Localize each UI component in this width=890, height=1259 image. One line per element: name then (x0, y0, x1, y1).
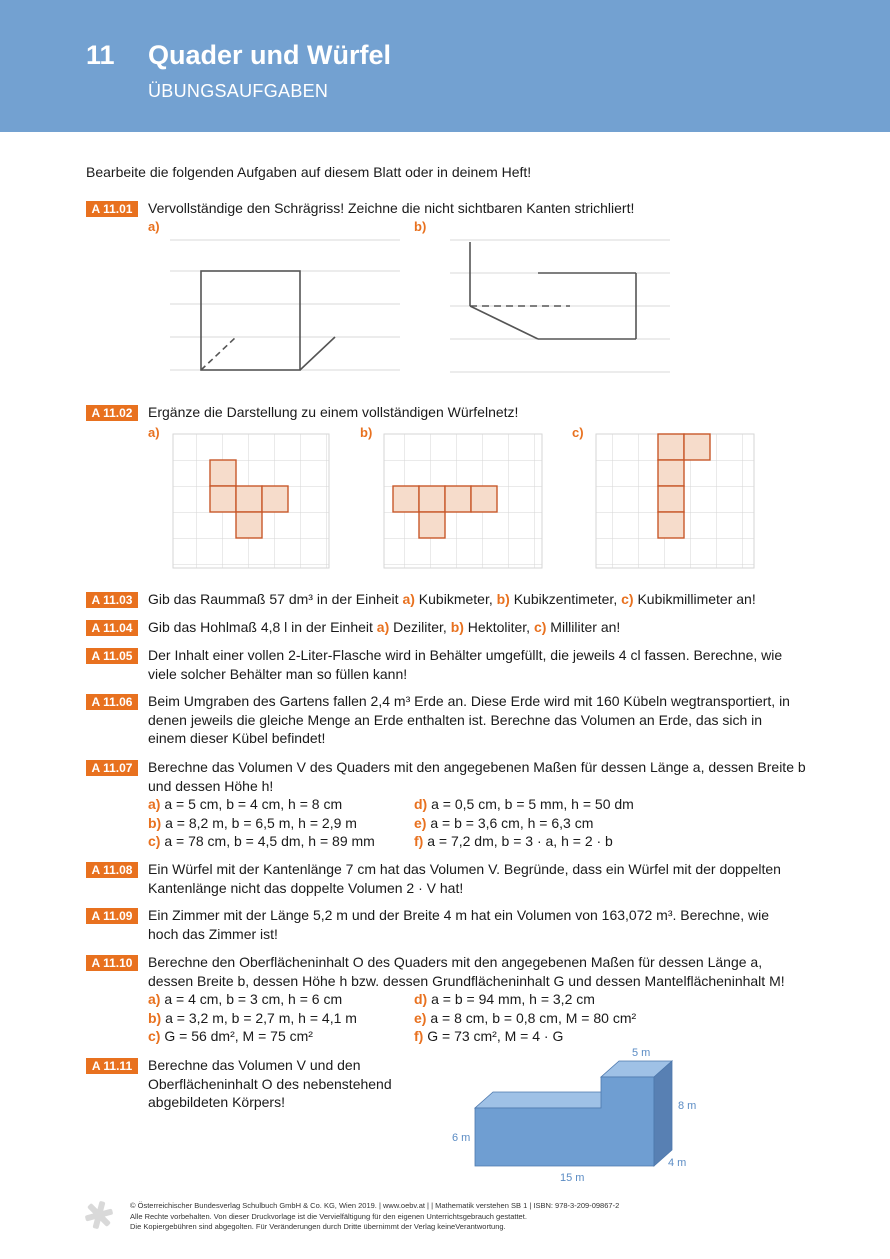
item-label: e) (414, 1009, 427, 1026)
task-line: Ein Würfel mit der Kantenlänge 7 cm hat das Volumen V. Begründe, dass ein Würfel mit der doppelten (148, 861, 781, 877)
task-11-07-text (148, 758, 806, 795)
list-item (148, 814, 375, 833)
task-tag-11-07: A 11.07 (86, 760, 138, 776)
task-tag-11-05: A 11.05 (86, 648, 138, 664)
task-line: Kantenlänge nicht das doppelte Volumen 2 · V hat! (148, 879, 464, 896)
label-a: a) (148, 219, 160, 234)
task-11-08-text (148, 860, 781, 897)
chapter-number: 11 (86, 40, 115, 70)
label-c: c) (533, 619, 547, 635)
task-line: denen jeweils die gleiche Menge an Erde enthalten ist. Berechne das Volumen an Erde, das sich in (148, 711, 763, 728)
list-item (414, 814, 634, 833)
task-11-01-text (148, 199, 634, 218)
task-tag-11-04: A 11.04 (86, 620, 138, 636)
publisher-logo-icon (84, 1200, 114, 1230)
item-label: d) (414, 991, 428, 1007)
body-top-low (475, 1092, 619, 1108)
task-line: Vervollständige den Schrägriss! Zeichne die nicht sichtbaren Kanten strichliert! (148, 200, 635, 216)
oblique-drawing-a (201, 271, 335, 370)
label-b: b) (450, 619, 464, 635)
task-line: Ergänze die Darstellung zu einem vollständigen Würfelnetz! (148, 404, 519, 420)
task-tag-11-10: A 11.10 (86, 955, 138, 971)
item-text: G = 73 cm², M = 4 · G (423, 1028, 564, 1044)
footer-copyright (130, 1201, 619, 1233)
task-tag-11-06: A 11.06 (86, 694, 138, 710)
task-line: abgebildeten Körpers! (148, 1094, 285, 1110)
list-item (414, 795, 634, 814)
grid-lines-a (170, 240, 400, 370)
task-11-04-text (148, 618, 620, 637)
list-item (148, 832, 375, 851)
label-a: a) (402, 591, 415, 607)
task-11-07-items-left (148, 795, 375, 851)
text: Hektoliter, (463, 619, 534, 635)
item-label: c) (148, 833, 161, 849)
task-tag-11-03: A 11.03 (86, 592, 138, 608)
item-text: a = 4 cm, b = 3 cm, h = 6 cm (160, 991, 343, 1007)
item-label: b) (148, 1009, 162, 1026)
task-11-05-text (148, 646, 782, 683)
text: Kubikzentimeter, (509, 591, 622, 607)
task-line: Der Inhalt einer vollen 2-Liter-Flasche wird in Behälter umgefüllt, die jeweils 4 cl fassen. Berechne, wie (148, 647, 783, 663)
task-11-07-items-right (414, 795, 634, 851)
text: Milliliter an! (546, 619, 621, 635)
text: Kubikmeter, (414, 591, 497, 607)
task-line: dessen Breite b, dessen Höhe h bzw. dessen Grundflächeninhalt G und dessen Mantelflächeninhalt M! (148, 972, 785, 989)
body-side (654, 1061, 672, 1166)
task-line: Oberflächeninhalt O des nebenstehend (148, 1075, 392, 1092)
task-line: einem dieser Kübel befindet! (148, 730, 326, 746)
text: Deziliter, (389, 619, 451, 635)
item-text: a = 5 cm, b = 4 cm, h = 8 cm (160, 796, 343, 812)
body-front (475, 1077, 654, 1166)
task-line: viele solcher Behälter man so füllen kann! (148, 665, 408, 682)
dim-right: 8 m (678, 1100, 697, 1112)
item-label: f) (414, 833, 424, 849)
item-text: G = 56 dm², M = 75 cm² (160, 1028, 313, 1044)
item-text: a = 8,2 m, b = 6,5 m, h = 2,9 m (161, 814, 357, 831)
list-item (414, 990, 636, 1009)
task-line: Ein Zimmer mit der Länge 5,2 m und der Breite 4 m hat ein Volumen von 163,072 m³. Berechne, wie (148, 907, 769, 923)
label-a: a) (376, 619, 390, 635)
label-b: b) (496, 591, 510, 607)
task-line (148, 590, 756, 609)
item-text: a = 78 cm, b = 4,5 dm, h = 89 mm (160, 833, 375, 849)
item-label: d) (414, 796, 428, 812)
task-tag-11-08: A 11.08 (86, 862, 138, 878)
list-item (148, 990, 357, 1009)
list-item (414, 832, 634, 851)
list-item (148, 1027, 357, 1046)
footer-line: © Österreichischer Bundesverlag Schulbuch GmbH & Co. KG, Wien 2019. | www.oebv.at | | Mathematik verstehen SB 1 | ISBN: 978-3-209-09867-2 (130, 1201, 620, 1210)
task-line: Berechne das Volumen V des Quaders mit den angegebenen Maßen für dessen Länge a, dessen Breite b (148, 759, 806, 775)
label-a: a) (148, 425, 160, 440)
task-line: Beim Umgraben des Gartens fallen 2,4 m³ Erde an. Diese Erde wird mit 160 Kübeln wegtransportiert, in (148, 693, 790, 709)
item-text: a = 8 cm, b = 0,8 cm, M = 80 cm² (426, 1009, 637, 1026)
dim-top: 5 m (632, 1047, 651, 1059)
task-11-09-text (148, 906, 769, 943)
oblique-drawing-b (470, 242, 636, 339)
list-item (148, 1009, 357, 1028)
dim-bottom: 15 m (560, 1172, 585, 1184)
task-tag-11-09: A 11.09 (86, 908, 138, 924)
label-c: c) (572, 425, 584, 440)
task-11-10-items-left (148, 990, 357, 1046)
item-label: e) (414, 814, 427, 831)
chapter-subtitle: ÜBUNGSAUFGABEN (148, 81, 329, 101)
item-label: c) (148, 1028, 161, 1044)
item-text: a = b = 94 mm, h = 3,2 cm (427, 991, 595, 1007)
text: Gib das Raummaß 57 dm³ in der Einheit (148, 591, 403, 607)
task-line (148, 618, 620, 637)
cube-net-grids (170, 428, 770, 573)
footer-line: Alle Rechte vorbehalten. Von dieser Druckvorlage ist die Vervielfältigung für den eigenen Unterrichtsgebrauch gestattet. (130, 1211, 527, 1221)
footer-line: Die Kopiergebühren sind abgegolten. Für Veränderungen durch Dritte übernimmt der Verlag keineVerantwortung. (130, 1222, 506, 1231)
task-11-02-text (148, 403, 518, 422)
composite-body-figure (440, 1040, 720, 1190)
text: Kubikmillimeter an! (633, 591, 756, 607)
text: Gib das Hohlmaß 4,8 l in der Einheit (148, 619, 377, 635)
task-11-06-text (148, 692, 790, 748)
label-b: b) (414, 219, 427, 234)
task-11-11-text (148, 1056, 392, 1112)
page-header (0, 0, 890, 132)
item-text: a = 7,2 dm, b = 3 · a, h = 2 · b (423, 833, 613, 849)
list-item (414, 1009, 636, 1028)
task-11-10-items-right (414, 990, 636, 1046)
item-text: a = 3,2 m, b = 2,7 m, h = 4,1 m (161, 1009, 357, 1026)
dim-left: 6 m (452, 1132, 471, 1144)
label-c: c) (621, 591, 634, 607)
list-item (148, 795, 375, 814)
item-label: a) (148, 991, 161, 1007)
oblique-drawings (170, 236, 670, 376)
label-b: b) (360, 425, 373, 440)
task-line: Berechne den Oberflächeninhalt O des Quaders mit den angegebenen Maßen für dessen Länge a, (148, 954, 763, 970)
task-line: Berechne das Volumen V und den (148, 1057, 361, 1073)
task-11-10-text (148, 953, 785, 990)
item-label: f) (414, 1028, 424, 1044)
task-line: und dessen Höhe h! (148, 777, 274, 794)
intro-text: Bearbeite die folgenden Aufgaben auf diesem Blatt oder in deinem Heft! (86, 164, 532, 180)
item-text: a = b = 3,6 cm, h = 6,3 cm (426, 814, 594, 831)
task-tag-11-01: A 11.01 (86, 201, 138, 217)
dim-depth: 4 m (668, 1157, 687, 1169)
chapter-title: Quader und Würfel (148, 40, 391, 70)
item-label: b) (148, 814, 162, 831)
item-text: a = 0,5 cm, b = 5 mm, h = 50 dm (427, 796, 634, 812)
task-tag-11-02: A 11.02 (86, 405, 138, 421)
task-line: hoch das Zimmer ist! (148, 925, 278, 942)
item-label: a) (148, 796, 161, 812)
task-11-03-text (148, 590, 756, 609)
task-tag-11-11: A 11.11 (86, 1058, 138, 1074)
